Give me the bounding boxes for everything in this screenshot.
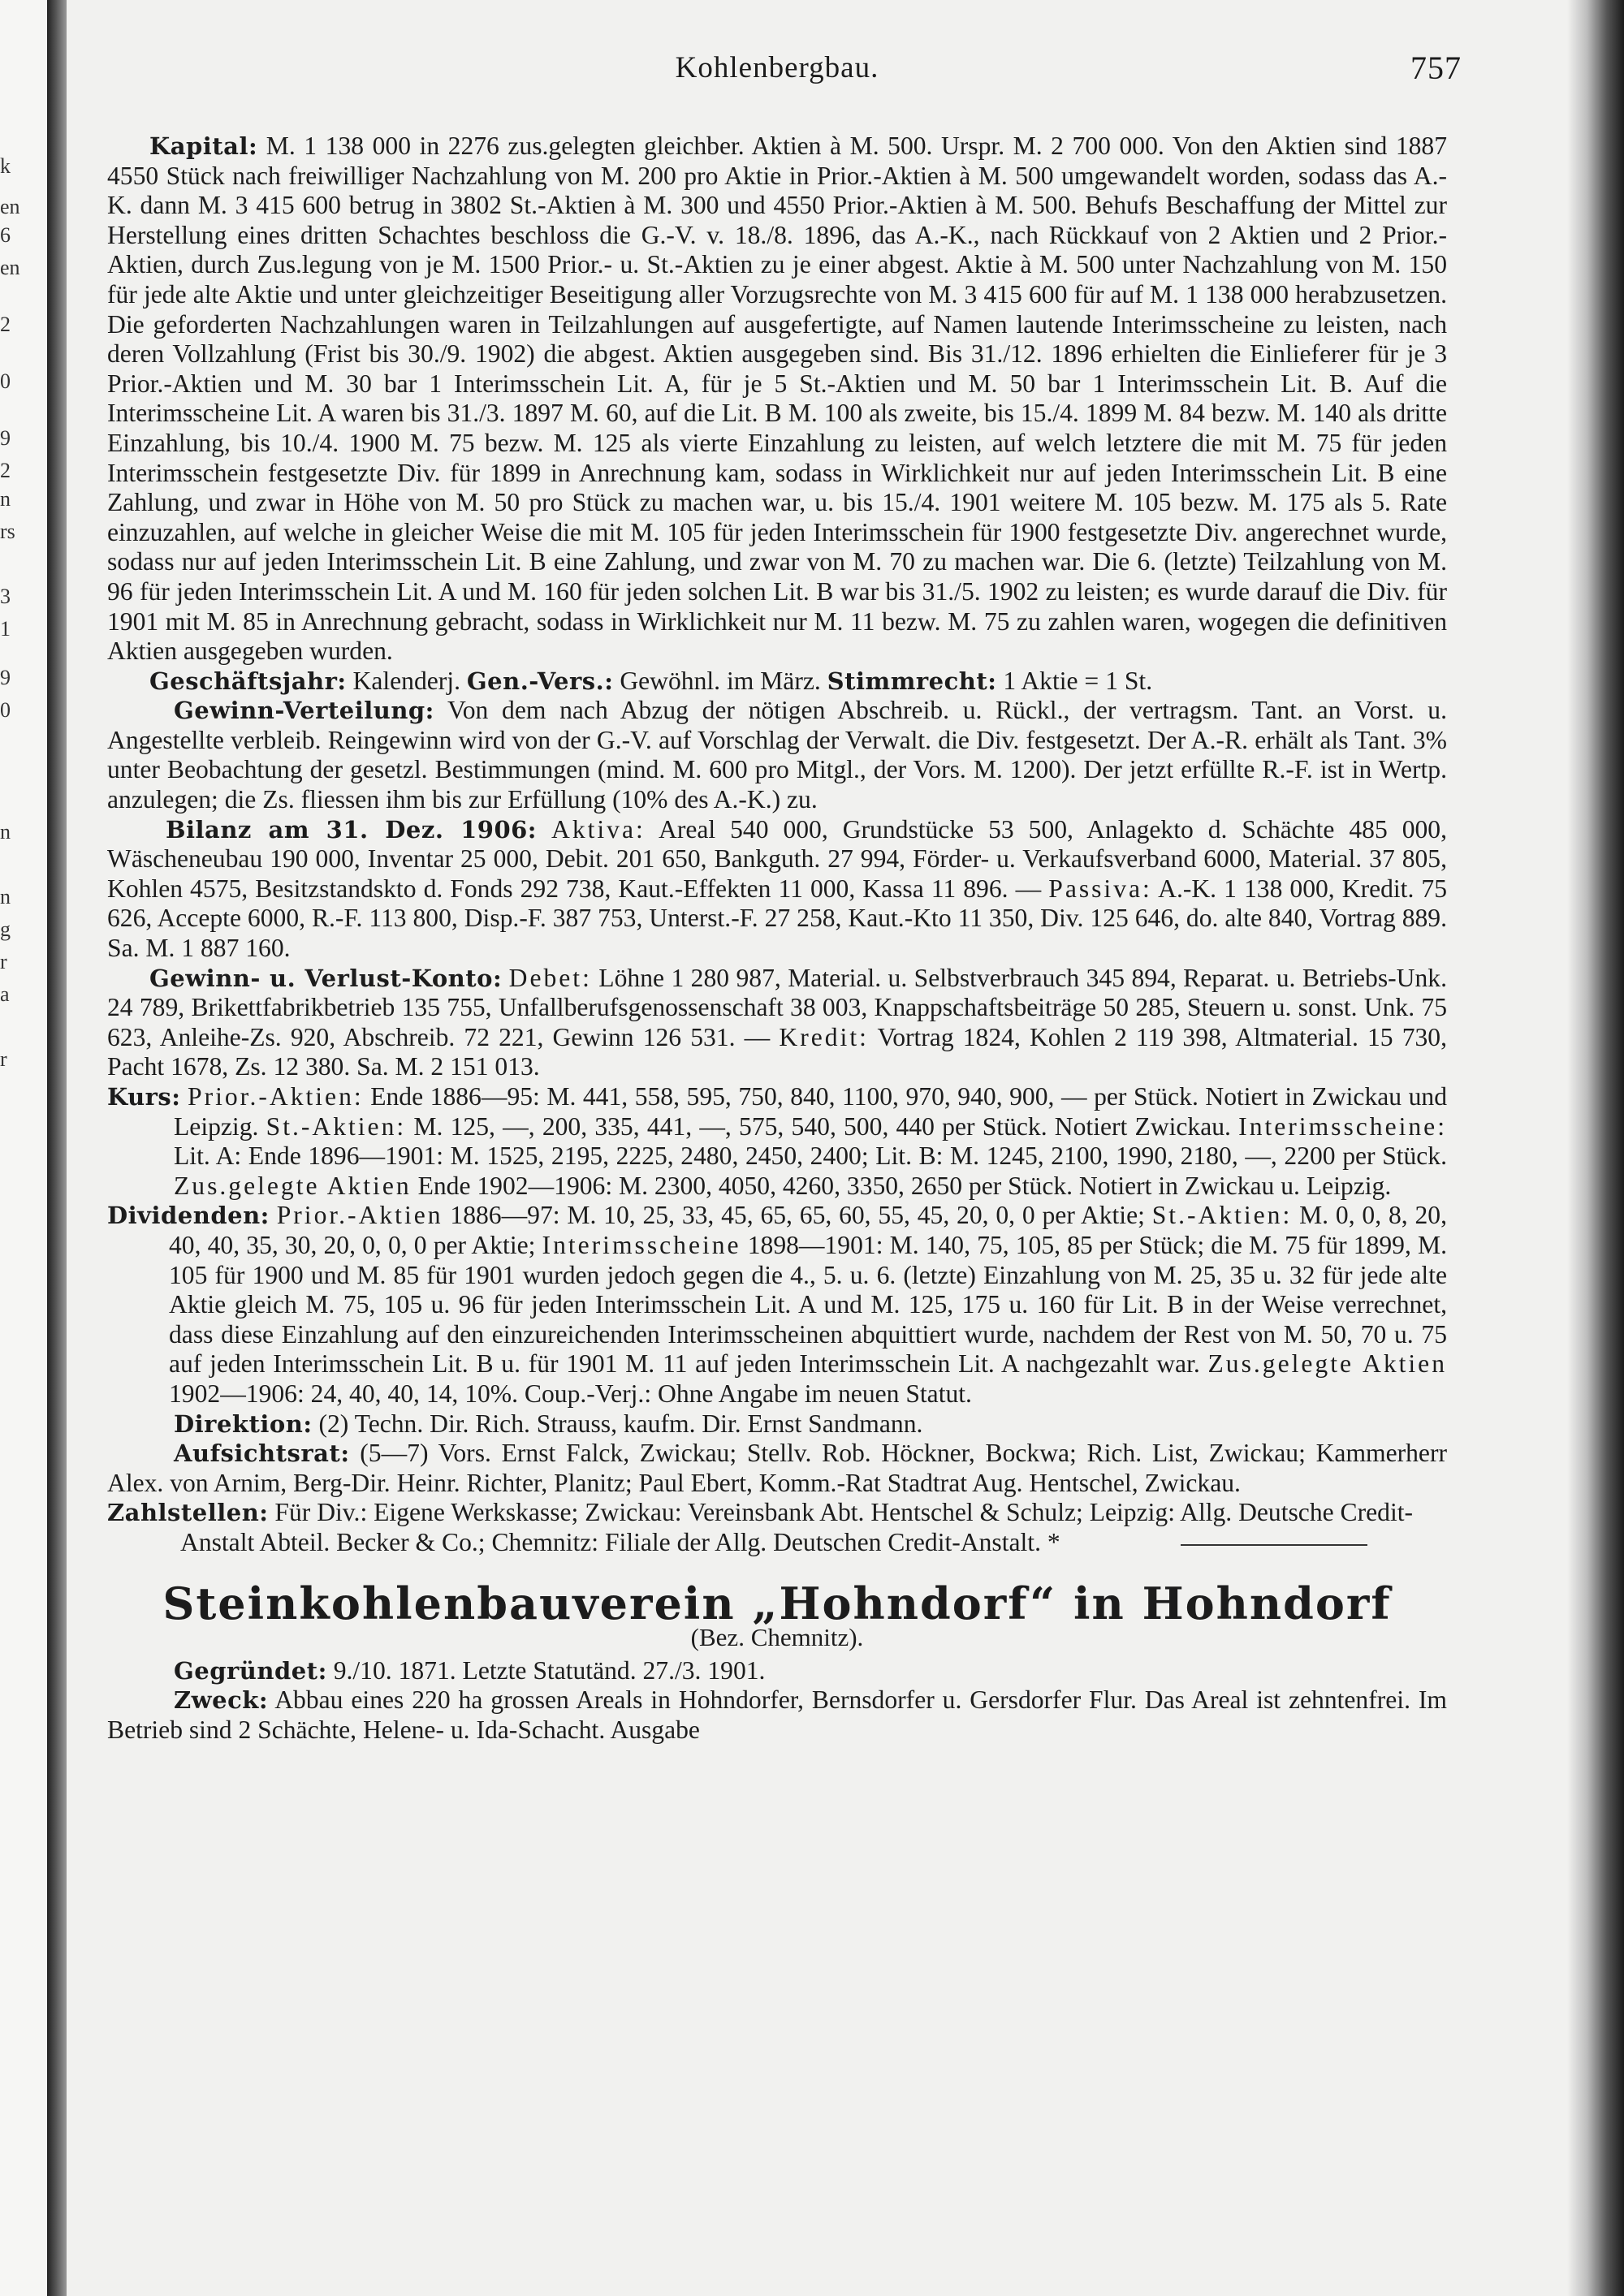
direktion-paragraph: [107, 1409, 1447, 1439]
kurs-zus-text: Ende 1902—1906: M. 2300, 4050, 4260, 3350, 2650 per Stück. Notiert in Zwickau u. Leipzig.: [417, 1171, 1392, 1200]
company-subheading: (Bez. Chemnitz).: [690, 1623, 864, 1652]
kurs-zus-label: Zus.gelegte Aktien: [174, 1171, 412, 1200]
aufsichtsrat-paragraph: [107, 1439, 1447, 1498]
section-divider: [1181, 1544, 1367, 1546]
page-edge-shadow: [1567, 0, 1624, 2296]
aufsichtsrat-label: Aufsichtsrat:: [174, 1439, 350, 1468]
div-interim-text: 1898—1901: M. 140, 75, 105, 85 per Stück; die M. 75 für 1899, M. 105 für 1900 und M. 85 für 1901 wurden jedoch gegen die 4., 5. u. 6. (letzte) Einzahlung von M. 25, 35 u. 32 für jede alte Aktie gleich M. 75, 105 u. 96 für jeden Interimsschein Lit. A und M. 125, 175 u. 160 für Lit. B in der Weise verrechnet, dass diese Einzahlung auf den einzureichenden Interimsscheinen abquittiert wurde, nachdem der Rest von M. 50, 70 u. 75 auf jeden Interimsschein Lit. B u. für 1901 M. 11 auf jeden Interimsschein Lit. A nachgezahlt war.: [169, 1230, 1448, 1379]
div-prior-label: Prior.-Aktien: [276, 1201, 443, 1230]
kurs-interim-text: Lit. A: Ende 1896—1901: M. 1525, 2195, 2225, 2480, 2450, 2400; Lit. B: M. 1245, 2100, 1990, 2180, —, 2200 per Stück.: [174, 1142, 1447, 1171]
gegruendet-label: Gegründet:: [174, 1656, 327, 1685]
margin-fragment: 2: [0, 313, 11, 336]
zahlstellen-label: Zahlstellen:: [107, 1499, 269, 1527]
margin-fragment: g: [0, 917, 11, 941]
kurs-label: Kurs:: [107, 1083, 181, 1111]
zweck-label: Zweck:: [174, 1686, 269, 1715]
stimmrecht-label: Stimmrecht:: [827, 667, 997, 695]
geschaeftsjahr-label: Geschäftsjahr:: [149, 667, 347, 695]
dividenden-paragraph: [107, 1201, 1447, 1409]
margin-fragment: 9: [0, 666, 11, 689]
margin-fragment: 2: [0, 459, 11, 482]
stimmrecht-text: 1 Aktie = 1 St.: [1003, 666, 1153, 695]
gegruendet-paragraph: [107, 1656, 1447, 1686]
margin-fragment: 3: [0, 585, 11, 608]
aktiva-label: Aktiva:: [551, 814, 646, 844]
gewinn-verlust-label: Gewinn- u. Verlust-Konto:: [149, 964, 503, 992]
margin-fragment: 6: [0, 223, 11, 247]
div-prior-text: 1886—97: M. 10, 25, 33, 45, 65, 65, 60, 55, 45, 20, 0, 0 per Aktie;: [450, 1201, 1145, 1230]
debet-text: Löhne 1 280 987, Material. u. Selbstverbrauch 345 894, Reparat. u. Betriebs-Unk. 24 789, Brikettfabrikbetrieb 135 755, Unfallberufsgenossenschaft 38 003, Knappschaftsbeiträge 50 285, Steuern u. sonst. Unk. 75 623, Anleihe-Zs. 920, Abschreib. 72 221, Gewinn 126 531. —: [107, 963, 1447, 1051]
geschaeftsjahr-paragraph: [107, 667, 1447, 697]
div-zus-text: 1902—1906: 24, 40, 40, 14, 10%. Coup.-Verj.: Ohne Angabe im neuen Statut.: [169, 1379, 972, 1408]
kredit-text: Vortrag 1824, Kohlen 2 119 398, Altmaterial. 15 730, Pacht 1678, Zs. 12 380. Sa. M. 2 151 013.: [107, 1022, 1447, 1081]
div-interim-label: Interimsscheine: [542, 1230, 741, 1259]
aktiva-text: Areal 540 000, Grundstücke 53 500, Anlagekto d. Schächte 485 000, Wäscheneubau 190 000, Inventar 25 000, Debit. 201 650, Bankguth. 27 994, Förder- u. Verkaufsverband 6000, Material. 37 805, Kohlen 4575, Besitzstandskto d. Fonds 292 738, Kaut.-Effekten 11 000, Kassa 11 896. —: [107, 814, 1448, 903]
margin-fragment: n: [0, 487, 11, 511]
margin-fragment: n: [0, 885, 11, 908]
margin-fragment: en: [0, 195, 20, 218]
direktion-text: (2) Techn. Dir. Rich. Strauss, kaufm. Dir. Ernst Sandmann.: [318, 1409, 923, 1438]
passiva-label: Passiva:: [1048, 874, 1152, 903]
margin-fragment: rs: [0, 520, 15, 543]
genvers-text: Gewöhnl. im März.: [620, 666, 821, 695]
gewinn-verteilung-paragraph: [107, 696, 1447, 814]
kurs-st-label: St.-Aktien:: [266, 1111, 407, 1141]
gegruendet-text: 9./10. 1871. Letzte Statutänd. 27./3. 1901.: [333, 1655, 766, 1685]
zweck-paragraph: [107, 1685, 1447, 1745]
gewinn-verlust-paragraph: [107, 964, 1447, 1082]
kapital-paragraph: [107, 132, 1447, 667]
zahlstellen-text: Für Div.: Eigene Werkskasse; Zwickau: Vereinsbank Abt. Hentschel & Schulz; Leipzig: Allg. Deutsche Credit-Anstalt Abteil. Becker & Co.; Chemnitz: Filiale der Allg. Deutschen Credit-Anstalt. *: [180, 1498, 1414, 1556]
genvers-label: Gen.-Vers.:: [466, 667, 614, 695]
div-zus-label: Zus.gelegte Aktien: [1207, 1349, 1447, 1379]
kurs-st-text: M. 125, —, 200, 335, 441, —, 575, 540, 500, 440 per Stück. Notiert Zwickau.: [413, 1111, 1231, 1141]
margin-fragment: a: [0, 982, 10, 1006]
adjacent-page-margin: [0, 0, 47, 2296]
debet-label: Debet:: [508, 963, 592, 992]
margin-fragment: n: [0, 820, 11, 844]
kurs-prior-label: Prior.-Aktien:: [188, 1082, 364, 1111]
kurs-interim-label: Interimsscheine:: [1238, 1111, 1447, 1141]
margin-fragment: 1: [0, 617, 11, 641]
bilanz-paragraph: [107, 815, 1447, 964]
gewinn-verteilung-label: Gewinn-Verteilung:: [174, 697, 434, 725]
zahlstellen-paragraph: [107, 1498, 1447, 1557]
margin-fragment: 0: [0, 369, 11, 393]
div-st-text: M. 0, 0, 8, 20, 40, 40, 35, 30, 20, 0, 0, 0 per Aktie;: [169, 1201, 1447, 1259]
company-heading: Steinkohlenbauverein „Hohndorf“ in Hohndorf: [162, 1577, 1392, 1629]
running-header-title: Kohlenbergbau.: [675, 51, 879, 84]
page-binding-shadow: [47, 0, 67, 2296]
margin-fragment: r: [0, 1047, 7, 1071]
kurs-paragraph: [107, 1082, 1447, 1201]
margin-fragment: 0: [0, 698, 11, 722]
running-header: [107, 42, 1462, 99]
book-page: [107, 42, 1462, 1745]
bilanz-label: Bilanz am 31. Dez. 1906:: [166, 815, 538, 844]
geschaeftsjahr-text: Kalenderj.: [352, 666, 460, 695]
margin-fragment: k: [0, 154, 11, 178]
kapital-label: Kapital:: [149, 132, 258, 160]
direktion-label: Direktion:: [174, 1409, 313, 1438]
margin-fragment: r: [0, 950, 7, 973]
gewinn-verteilung-text: Von dem nach Abzug der nötigen Abschreib. u. Rückl., der vertragsm. Tant. an Vorst. u. Angestellte verbleib. Reingewinn wird von der G.-V. auf Vorschlag der Verwalt. die Div. festgesetzt. Der A.-R. erhält als Tant. 3% unter Beobachtung der gesetzl. Bestimmungen (mind. M. 600 pro Mitgl., der Vors. M. 1200). Der jetzt erfüllte R.-F. ist in Wertp. anzulegen; die Zs. fliessen ihm bis zur Erfüllung (10% des A.-K.) zu.: [107, 696, 1447, 814]
margin-fragment: 9: [0, 426, 11, 450]
kredit-label: Kredit:: [779, 1022, 869, 1051]
margin-fragment: en: [0, 256, 20, 279]
div-st-label: St.-Aktien:: [1151, 1201, 1293, 1230]
entry-body: [107, 132, 1447, 1745]
page-number: 757: [1410, 50, 1462, 86]
kapital-text: M. 1 138 000 in 2276 zus.gelegten gleichber. Aktien à M. 500. Urspr. M. 2 700 000. Von den Aktien sind 1887 4550 Stück nach freiwilliger Nachzahlung von M. 200 pro Aktie in Prior.-Aktien à M. 500 umgewandelt worden, sodass das A.-K. dann M. 3 415 600 betrug in 3802 St.-Aktien à M. 300 und 4550 Prior.-Aktien à M. 500. Behufs Beschaffung der Mittel zur Herstellung eines dritten Schachtes beschloss die G.-V. v. 18./8. 1896, das A.-K., nach Rückkauf von 2 Aktien und 2 Prior.-Aktien, durch Zus.legung von je M. 1500 Prior.- u. St.-Aktien zu je einer abgest. Aktie à M. 500 unter Nachzahlung von M. 150 für jede alte Aktie und unter gleichzeitiger Beseitigung aller Vorzugsrechte von M. 3 415 600 für auf M. 1 138 000 herabzusetzen. Die geforderten Nachzahlungen waren in Teilzahlungen auf ausgefertigte, auf Namen lautende Interimsscheine zu leisten, nach deren Vollzahlung (Frist bis 30./9. 1902) die abgest. Aktien ausgegeben sind. Bis 31./12. 1896 erhielten die Einlieferer für je 3 Prior.-Aktien und M. 30 bar 1 Interimsschein Lit. A, für je 5 St.-Aktien und M. 50 bar 1 Interimsschein Lit. B. Auf die Interimsscheine Lit. A waren bis 31./3. 1897 M. 60, auf die Lit. B M. 100 als zweite, bis 15./4. 1899 M. 84 bezw. M. 140 als dritte Einzahlung, bis 10./4. 1900 M. 75 bezw. M. 125 als vierte Einzahlung zu leisten, auf welch letztere die mit M. 75 für jeden Interimsschein festgesetzte Div. für 1899 in Anrechnung kam, sodass in Wirklichkeit nur auf jeden Interimsschein Lit. B eine Zahlung, und zwar in Höhe von M. 50 pro Stück zu machen war, u. bis 15./4. 1901 weitere M. 105 bezw. M. 175 als 5. Rate einzuzahlen, auf welche in gleicher Weise die mit M. 105 für jeden Interimsschein für 1900 festgesetzte Div. angerechnet wurde, sodass nur auf jeden Interimsschein Lit. B eine Zahlung, und zwar von M. 70 zu machen war. Die 6. (letzte) Teilzahlung von M. 96 für jeden Interimsschein Lit. A und M. 160 für jeden solchen Lit. B war bis 31./5. 1902 zu leisten; es wurde darauf die Div. für 1901 mit M. 85 in Anrechnung gebracht, sodass in Wirklichkeit nur M. 11 bezw. M. 75 zu zahlen waren, wogegen die definitiven Aktien ausgegeben wurden.: [107, 132, 1448, 666]
kurs-prior-text: Ende 1886—95: M. 441, 558, 595, 750, 840, 1100, 970, 940, 900, — per Stück. Notiert in Zwickau und Leipzig.: [174, 1082, 1447, 1141]
dividenden-label: Dividenden:: [107, 1202, 270, 1230]
zweck-text: Abbau eines 220 ha grossen Areals in Hohndorfer, Bernsdorfer u. Gersdorfer Flur. Das Areal ist zehntenfrei. Im Betrieb sind 2 Schächte, Helene- u. Ida-Schacht. Ausgabe: [107, 1685, 1447, 1744]
aufsichtsrat-text: (5—7) Vors. Ernst Falck, Zwickau; Stellv. Rob. Höckner, Bockwa; Rich. List, Zwickau; Kammerherr Alex. von Arnim, Berg-Dir. Heinr. Richter, Planitz; Paul Ebert, Komm.-Rat Stadtrat Aug. Hentschel, Zwickau.: [107, 1439, 1447, 1497]
passiva-text: A.-K. 1 138 000, Kredit. 75 626, Accepte 6000, R.-F. 113 800, Disp.-F. 387 753, Unterst.-F. 27 258, Kaut.-Kto 11 350, Div. 125 646, do. alte 840, Vortrag 889. Sa. M. 1 887 160.: [107, 874, 1448, 963]
